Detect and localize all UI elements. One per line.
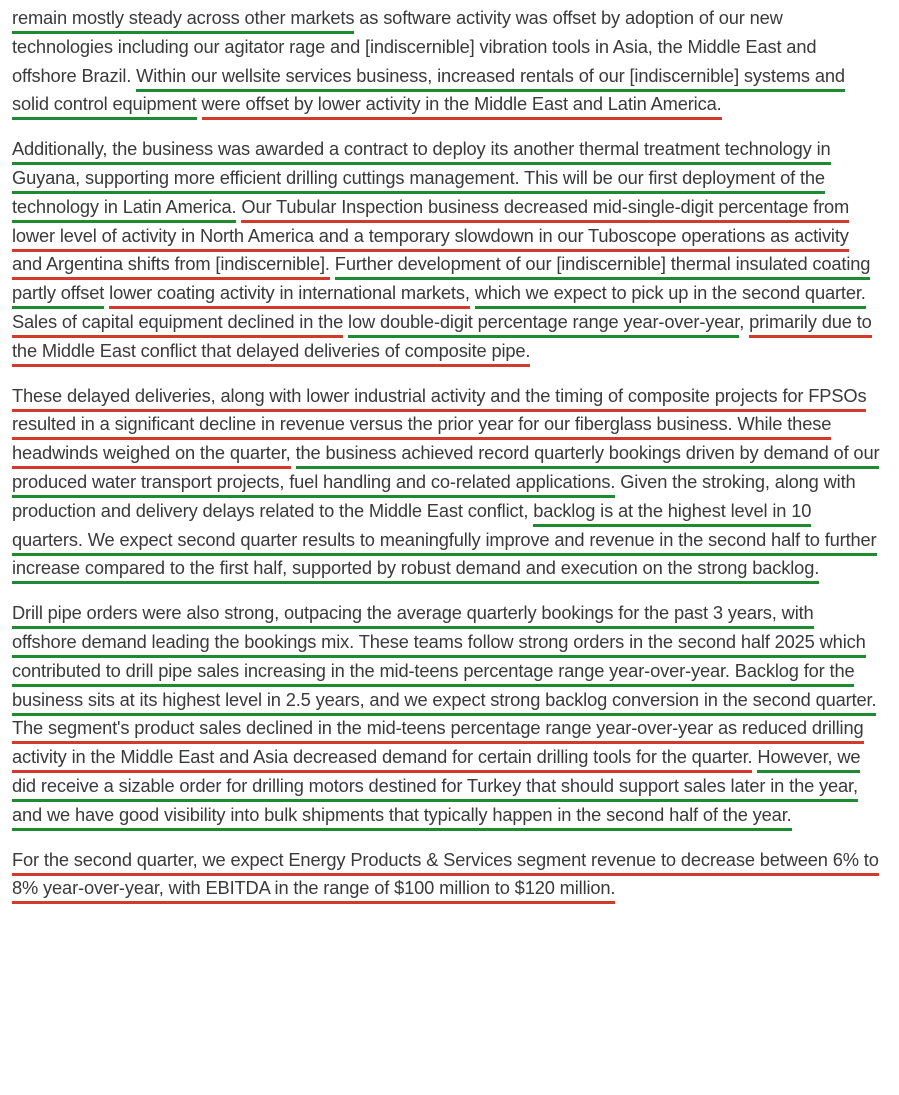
negative-highlight: These delayed deliveries, along with lower industrial activity and the timing of composite projects for FPSOs resulted in a significant decline in revenue versus the prior year for our fiberglass business. While these headwinds weighed on the quarter, xyxy=(12,385,866,470)
transcript-paragraph xyxy=(12,382,880,584)
positive-highlight: Drill pipe orders were also strong, outpacing the average quarterly bookings for the past 3 years, with offshore demand leading the bookings mix. These teams follow strong orders in the second half 2025 which contributed to drill pipe sales increasing in the mid-teens percentage range year-over-year. Backlog for the business sits at its highest level in 2.5 years, and we expect strong backlog conversion in the second quarter. xyxy=(12,602,876,715)
plain-text: , xyxy=(739,310,750,332)
plain-text xyxy=(470,282,475,303)
plain-text: Given the stroking, along with production and delivery delays related to the Middle East conflict, xyxy=(12,470,856,521)
positive-highlight: However, we did receive a sizable order for drilling motors destined for Turkey that should support sales later in the year, and we have good visibility into bulk shipments that typically happen in the second half of the year. xyxy=(12,746,860,831)
transcript-paragraph xyxy=(12,4,880,119)
negative-highlight: For the second quarter, we expect Energy Products & Services segment revenue to decrease between 6% to 8% year-over-year, with EBITDA in the range of $100 million to $120 million. xyxy=(12,849,879,905)
negative-highlight: were offset by lower activity in the Middle East and Latin America. xyxy=(202,93,722,120)
positive-highlight: which we expect to pick up in the second quarter. xyxy=(475,282,866,309)
positive-highlight: Further development of our [indiscernible] thermal insulated coating partly offset xyxy=(12,253,870,309)
positive-highlight: Within our wellsite services business, increased rentals of our [indiscernible] systems and solid control equipment xyxy=(12,65,845,121)
transcript-paragraph xyxy=(12,846,880,904)
positive-highlight: remain mostly steady across other markets xyxy=(12,7,354,34)
negative-highlight: Sales of capital equipment declined in the xyxy=(12,311,343,338)
positive-highlight: low double-digit percentage range year-over-year xyxy=(348,311,739,338)
transcript-paragraph xyxy=(12,599,880,829)
negative-highlight: The segment's product sales declined in the mid-teens percentage range year-over-year as reduced drilling activity in the Middle East and Asia decreased demand for certain drilling tools for the quarter. xyxy=(12,717,864,773)
transcript-paragraph xyxy=(12,135,880,365)
positive-highlight: backlog is at the highest level in 10 quarters. We expect second quarter results to meaningfully improve and revenue in the second half to further increase compared to the first half, supported by robust demand and execution on the strong backlog. xyxy=(12,500,877,585)
negative-highlight: primarily due to the Middle East conflict that delayed deliveries of composite pipe. xyxy=(12,311,872,367)
negative-highlight: Our Tubular Inspection business decreased mid-single-digit percentage from lower level of activity in North America and a temporary slowdown in our Tuboscope operations as activity and Argentina shifts from [indiscernible]. xyxy=(12,196,849,281)
positive-highlight: Additionally, the business was awarded a contract to deploy its another thermal treatment technology in Guyana, supporting more efficient drilling cuttings management. This will be our first deployment of the technology in Latin America. xyxy=(12,138,831,223)
negative-highlight: lower coating activity in international markets, xyxy=(109,282,470,309)
plain-text xyxy=(291,442,296,463)
positive-highlight: the business achieved record quarterly bookings driven by demand of our produced water transport projects, fuel handling and co-related applications. xyxy=(12,442,879,498)
plain-text xyxy=(197,93,202,114)
plain-text: as software activity was offset by adoption of our new technologies including our agitator rage and [indiscernible] vibration tools in Asia, the Middle East and offshore Brazil. xyxy=(12,7,817,86)
